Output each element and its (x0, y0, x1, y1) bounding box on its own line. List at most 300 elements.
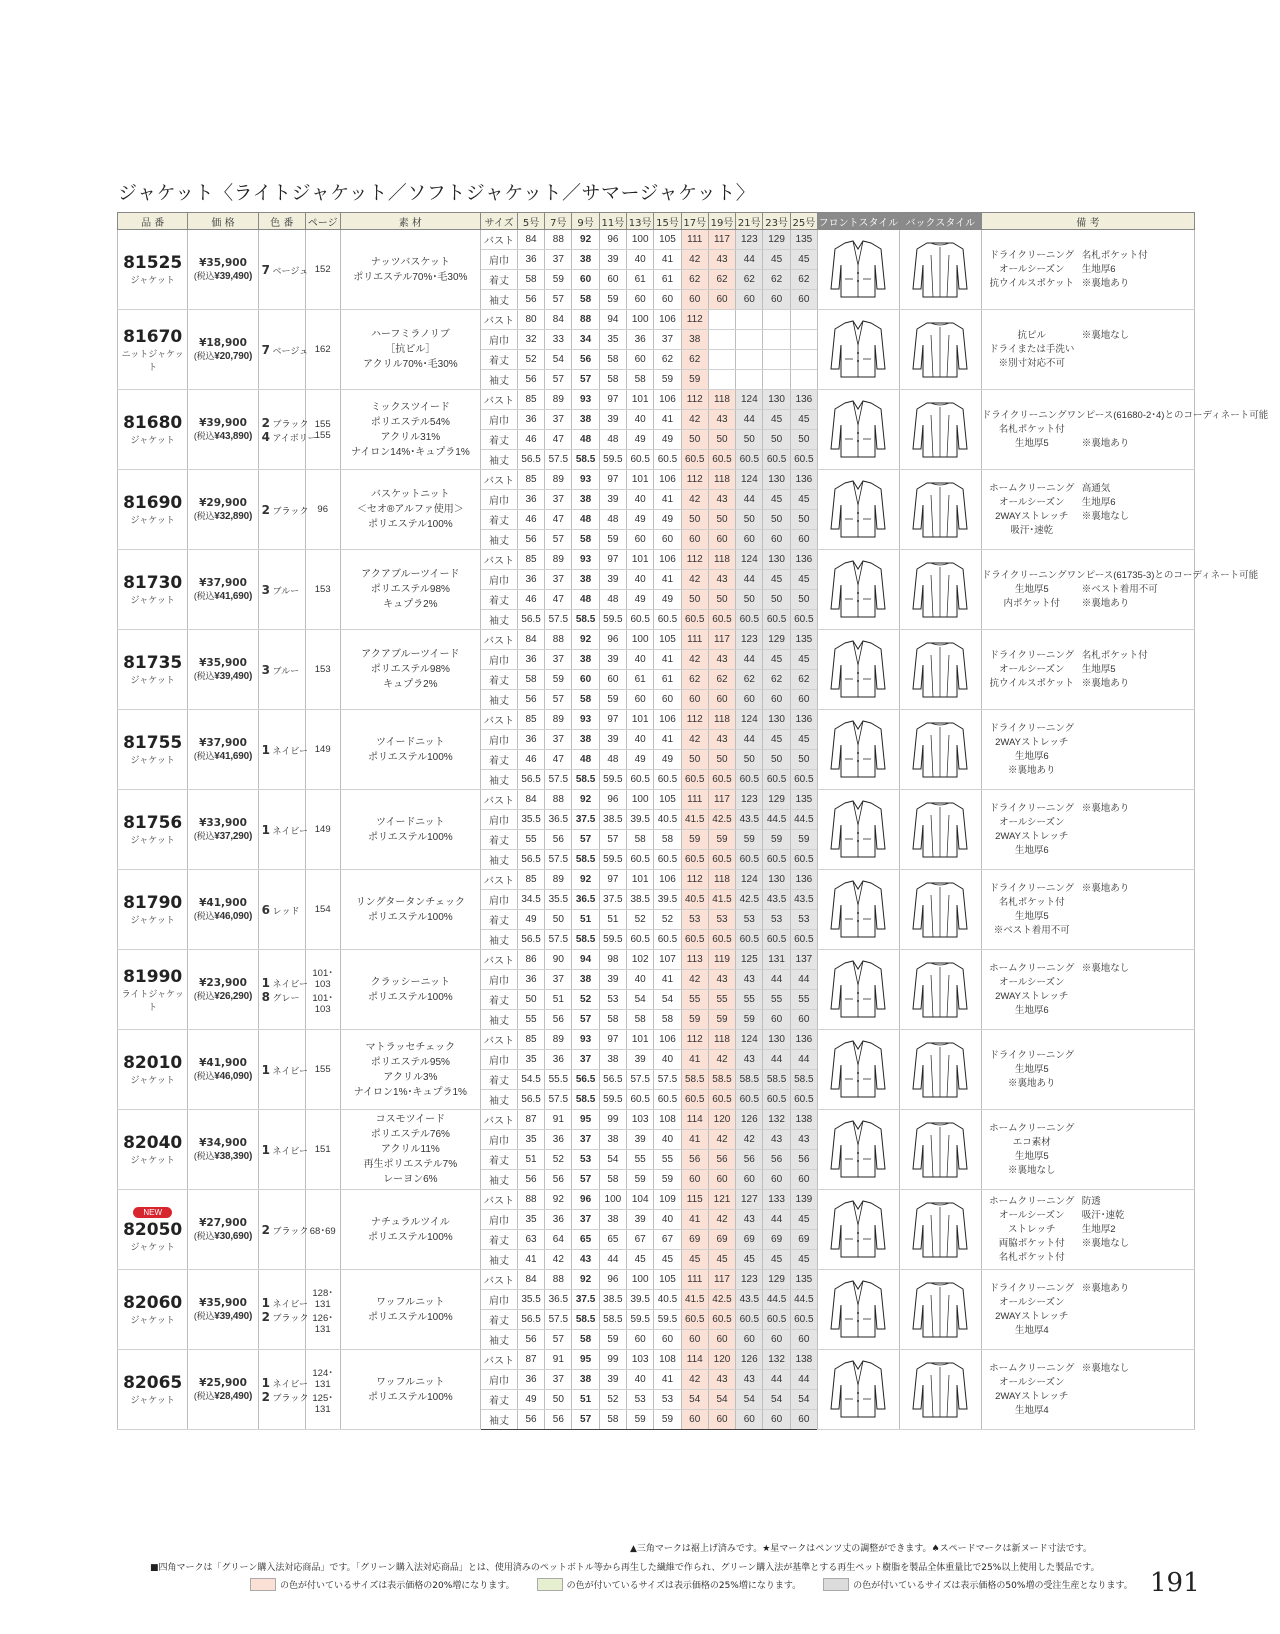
color-number: 2 (261, 415, 271, 430)
size-value: 59 (599, 530, 626, 550)
code-cell (118, 1190, 188, 1270)
size-value: 100 (627, 310, 654, 330)
size-value: 58.5 (572, 1090, 599, 1110)
page-ref: 128･131 (312, 1287, 333, 1310)
product-code: 81756 (123, 813, 183, 833)
size-value: 85 (517, 870, 544, 890)
size-value: 43 (708, 570, 735, 590)
size-value: 50 (736, 510, 763, 530)
note-left: ホームクリーニング (989, 962, 1075, 974)
size-value: 60.5 (790, 1310, 817, 1330)
jacket-front-icon (823, 1115, 893, 1185)
size-value: 59 (708, 1010, 735, 1030)
size-value: 130 (763, 390, 790, 410)
size-value: 60 (708, 530, 735, 550)
size-value: 111 (681, 230, 708, 250)
front-style-cell (818, 630, 900, 710)
jacket-back-icon (905, 875, 975, 945)
size-value: 113 (681, 950, 708, 970)
product-code: 82040 (123, 1133, 183, 1153)
material-line: ポリエステル76% (370, 1129, 450, 1140)
size-value: 44 (763, 1210, 790, 1230)
size-value: 88 (545, 230, 572, 250)
dimension-label: 着丈 (481, 1230, 518, 1250)
size-value: 50 (736, 590, 763, 610)
size-value: 48 (599, 590, 626, 610)
header-size: サイズ (481, 213, 518, 230)
material-cell (340, 310, 481, 390)
tax-label: (税込 (193, 1071, 215, 1081)
size-value: 130 (763, 710, 790, 730)
color-number: 4 (261, 429, 271, 444)
note-line (982, 482, 1194, 496)
size-value: 32 (517, 330, 544, 350)
footer-note-green: ■四角マークは「グリーン購入法対応商品」です。「グリーン購入法対応商品」とは、使用済みのペットボトル等から再生した繊維で作られ、グリーン購入法が基準とする再生ペット樹脂を製品全体重量比で25%以上使用した製品です。 (150, 1563, 1100, 1573)
size-row (118, 870, 1195, 890)
back-style-cell (899, 550, 981, 630)
size-value: 58.5 (599, 1310, 626, 1330)
material-line: ツイードニット (375, 736, 445, 748)
jacket-back-icon (905, 1355, 975, 1425)
dimension-label: 肩巾 (481, 410, 518, 430)
note-left: ドライまたは手洗い (989, 343, 1075, 355)
jacket-front-icon (823, 1355, 893, 1425)
size-value: 46 (517, 590, 544, 610)
dimension-label: 着丈 (481, 350, 518, 370)
footer-note-marks: ▲三角マークは裾上げ済みです。★星マークはペンツ丈の調整ができます。♠スペードマークは新ヌード寸法です。 (630, 1544, 1092, 1554)
size-value: 39.5 (627, 810, 654, 830)
size-value: 60 (627, 530, 654, 550)
product-code: 81735 (123, 653, 183, 673)
note-left: 抗ウイルスポケット (989, 677, 1074, 689)
size-value: 60.5 (736, 770, 763, 790)
tax-amount: ¥46,090) (214, 911, 253, 922)
note-line (982, 802, 1194, 816)
material-line: ワッフルニット (375, 1296, 445, 1308)
size-value: 42 (545, 1250, 572, 1270)
size-row (118, 310, 1195, 330)
notes-cell (981, 1270, 1194, 1350)
size-value: 57.5 (627, 1070, 654, 1090)
size-value: 56 (517, 530, 544, 550)
legend-green-text: の色が付いているサイズは表示価格の25%増になります。 (566, 1581, 802, 1591)
page-cell (305, 1030, 340, 1110)
product-group (118, 1190, 1195, 1270)
product-code: 81755 (123, 733, 183, 753)
size-value: 101 (627, 870, 654, 890)
size-value: 125 (736, 950, 763, 970)
product-code: 82050 (123, 1219, 183, 1240)
size-value: 38 (599, 1130, 626, 1150)
note-line (982, 1195, 1194, 1209)
size-value: 45 (681, 1250, 708, 1270)
material-cell (340, 1270, 481, 1350)
size-value: 60 (681, 1170, 708, 1190)
size-value: 44 (599, 1250, 626, 1270)
size-value: 60 (763, 1170, 790, 1190)
size-value: 40.5 (681, 890, 708, 910)
size-value: 53 (681, 910, 708, 930)
jacket-back-icon (905, 635, 975, 705)
size-value (790, 310, 817, 330)
tax-price (188, 749, 257, 762)
size-value: 99 (599, 1110, 626, 1130)
size-value: 94 (599, 310, 626, 330)
tax-label: (税込 (193, 351, 215, 361)
size-value: 58.5 (572, 850, 599, 870)
note-line (982, 1282, 1194, 1296)
size-value: 126 (736, 1110, 763, 1130)
size-value: 56 (681, 1150, 708, 1170)
code-cell (118, 1270, 188, 1350)
note-line (982, 1390, 1194, 1404)
size-value: 98 (599, 950, 626, 970)
size-value: 50 (708, 590, 735, 610)
material-line: ポリエステル100% (368, 1391, 453, 1403)
size-value: 60 (681, 1330, 708, 1350)
color-option (259, 663, 305, 677)
dimension-label: 着丈 (481, 1390, 518, 1410)
note-left: ホームクリーニング (989, 1122, 1075, 1134)
size-value: 136 (790, 1030, 817, 1050)
size-value: 84 (517, 230, 544, 250)
size-value: 36.5 (545, 1290, 572, 1310)
size-value: 39.5 (654, 890, 681, 910)
note-left: 内ポケット付 (1003, 597, 1061, 609)
size-value: 136 (790, 470, 817, 490)
size-value: 39 (599, 570, 626, 590)
size-value: 35.5 (545, 890, 572, 910)
page-ref: 155 (314, 1064, 331, 1075)
dimension-label: バスト (481, 470, 518, 490)
size-value: 36 (517, 970, 544, 990)
size-value: 58 (572, 530, 599, 550)
size-value: 121 (708, 1190, 735, 1210)
size-value: 96 (572, 1190, 599, 1210)
size-value: 46 (517, 430, 544, 450)
dimension-label: 着丈 (481, 270, 518, 290)
tax-amount: ¥32,890) (214, 511, 253, 522)
size-value: 106 (654, 390, 681, 410)
color-option (259, 583, 305, 597)
material-line: アクリル70%･毛30% (362, 359, 458, 370)
page-cell (305, 550, 340, 630)
size-value: 89 (545, 390, 572, 410)
size-value: 84 (517, 790, 544, 810)
size-value: 37 (545, 730, 572, 750)
size-value: 43 (736, 1370, 763, 1390)
size-value: 60.5 (627, 770, 654, 790)
size-value: 42 (681, 250, 708, 270)
product-code: 82065 (123, 1373, 183, 1393)
size-value: 123 (736, 790, 763, 810)
jacket-back-icon (905, 235, 975, 305)
color-name: ネイビー (272, 1145, 308, 1156)
size-value: 45 (763, 1250, 790, 1270)
size-value: 105 (654, 790, 681, 810)
size-value: 86 (517, 950, 544, 970)
size-value: 60 (790, 1410, 817, 1430)
size-value: 49 (654, 430, 681, 450)
page-cell (305, 310, 340, 390)
material-line: ポリエステル95% (370, 1056, 450, 1068)
size-value: 50 (708, 750, 735, 770)
header-material: 素 材 (340, 213, 481, 230)
notes-cell (981, 1030, 1194, 1110)
size-value: 60.5 (654, 610, 681, 630)
page-ref: 126･131 (312, 1312, 333, 1335)
product-category: ジャケット (130, 435, 175, 445)
size-value: 50 (708, 510, 735, 530)
front-style-cell (818, 950, 900, 1030)
size-value: 41 (654, 490, 681, 510)
size-value: 33 (545, 330, 572, 350)
jacket-front-icon (823, 635, 893, 705)
size-value: 97 (599, 1030, 626, 1050)
tax-amount: ¥39,490) (214, 1311, 253, 1322)
note-line (982, 1223, 1194, 1237)
note-left: オールシーズン (998, 1376, 1065, 1388)
size-value: 42.5 (708, 1290, 735, 1310)
size-value: 43 (708, 650, 735, 670)
size-value: 59.5 (599, 450, 626, 470)
price-cell (188, 1110, 258, 1190)
tax-amount: ¥20,790) (214, 351, 253, 362)
tax-label: (税込 (193, 431, 215, 441)
size-value: 62 (681, 670, 708, 690)
size-value: 118 (708, 550, 735, 570)
size-value: 52 (517, 350, 544, 370)
color-number: 7 (261, 342, 271, 357)
dimension-label: 肩巾 (481, 1210, 518, 1230)
jacket-front-icon (823, 395, 893, 465)
size-value: 96 (599, 790, 626, 810)
product-category: ジャケット (130, 1155, 175, 1165)
material-cell (340, 1350, 481, 1430)
tax-amount: ¥41,690) (214, 591, 253, 602)
price: ¥25,900 (199, 1377, 247, 1389)
size-value: 118 (708, 710, 735, 730)
dimension-label: 袖丈 (481, 770, 518, 790)
product-category: ジャケット (130, 915, 175, 925)
back-style-cell (899, 1270, 981, 1350)
size-value: 62 (681, 270, 708, 290)
size-value: 97 (599, 550, 626, 570)
size-value: 130 (763, 470, 790, 490)
note-line (982, 583, 1194, 597)
color-name: ブラック (272, 1312, 309, 1323)
size-value: 38 (599, 1210, 626, 1230)
size-value: 85 (517, 710, 544, 730)
size-value: 44 (736, 650, 763, 670)
page-cell (305, 710, 340, 790)
size-value: 57 (545, 370, 572, 390)
product-category: ジャケット (130, 1395, 175, 1405)
size-value: 43.5 (790, 890, 817, 910)
header-size-9: 9号 (572, 213, 599, 230)
size-value: 65 (599, 1230, 626, 1250)
note-left: 生地厚5 (1014, 583, 1049, 595)
code-cell (118, 870, 188, 950)
size-value: 45 (736, 1250, 763, 1270)
note-left: ※裏地なし (1007, 1164, 1056, 1176)
size-value: 57.5 (545, 770, 572, 790)
size-value: 58.5 (681, 1070, 708, 1090)
size-value: 37 (654, 330, 681, 350)
jacket-back-icon (905, 715, 975, 785)
size-value: 38 (599, 1050, 626, 1070)
product-group (118, 1030, 1195, 1110)
size-value: 58 (627, 830, 654, 850)
size-value: 52 (654, 910, 681, 930)
color-option (259, 1222, 309, 1237)
size-value: 44 (790, 1050, 817, 1070)
dimension-label: 肩巾 (481, 650, 518, 670)
size-value: 58 (599, 350, 626, 370)
size-value: 56 (545, 830, 572, 850)
page-ref: 149 (314, 824, 331, 835)
size-value: 136 (790, 870, 817, 890)
note-line (982, 524, 1194, 538)
dimension-label: バスト (481, 870, 518, 890)
material-line: ポリエステル100% (368, 1311, 453, 1323)
product-group (118, 390, 1269, 470)
size-value: 59 (763, 830, 790, 850)
size-value: 53 (736, 910, 763, 930)
size-value: 51 (572, 910, 599, 930)
size-value: 57 (545, 690, 572, 710)
size-value: 36 (517, 730, 544, 750)
size-value: 60 (736, 690, 763, 710)
size-value: 58 (654, 830, 681, 850)
size-value: 49 (654, 750, 681, 770)
size-value: 112 (681, 710, 708, 730)
price-cell (188, 230, 258, 310)
price-cell (188, 310, 258, 390)
color-name: ネイビー (272, 1378, 308, 1389)
size-value: 37 (572, 1130, 599, 1150)
size-value: 101 (627, 710, 654, 730)
size-value: 60.5 (790, 770, 817, 790)
product-category: ジャケット (130, 755, 175, 765)
size-value: 50 (736, 430, 763, 450)
size-value: 60 (790, 1170, 817, 1190)
size-row (118, 470, 1195, 490)
size-value: 106 (654, 470, 681, 490)
size-value: 45 (790, 490, 817, 510)
size-value: 59 (736, 830, 763, 850)
note-right: 吸汗･速乾 (1081, 1209, 1125, 1221)
jacket-front-icon (823, 955, 893, 1025)
notes-cell (981, 710, 1194, 790)
tax-price (188, 429, 257, 442)
notes-cell (981, 470, 1194, 550)
size-value: 53 (790, 910, 817, 930)
color-cell (258, 870, 305, 950)
size-value: 54 (790, 1390, 817, 1410)
header-size-23: 23号 (763, 213, 790, 230)
size-value: 115 (681, 1190, 708, 1210)
size-value: 100 (627, 230, 654, 250)
size-value: 35 (517, 1210, 544, 1230)
dimension-label: バスト (481, 710, 518, 730)
size-value: 59 (599, 290, 626, 310)
size-value: 40.5 (654, 810, 681, 830)
size-value: 53 (572, 1150, 599, 1170)
dimension-label: 着丈 (481, 430, 518, 450)
size-value: 60 (627, 690, 654, 710)
tax-amount: ¥26,290) (214, 991, 253, 1002)
page-ref: 124･131 (312, 1367, 333, 1390)
product-code: 81525 (123, 253, 183, 273)
size-row (118, 550, 1195, 570)
size-value: 95 (572, 1350, 599, 1370)
size-value: 60 (736, 530, 763, 550)
price: ¥29,900 (199, 497, 247, 509)
size-value: 139 (790, 1190, 817, 1210)
page-ref: 153 (314, 584, 331, 595)
size-value: 114 (681, 1110, 708, 1130)
price: ¥34,900 (199, 1137, 247, 1149)
size-value: 60.5 (681, 930, 708, 950)
size-value: 38 (572, 730, 599, 750)
dimension-label: 袖丈 (481, 370, 518, 390)
page-cell (305, 1110, 340, 1190)
size-value: 60.5 (763, 1310, 790, 1330)
color-option (259, 1062, 308, 1077)
price: ¥35,900 (199, 657, 247, 669)
note-left: ドライクリーニング (989, 722, 1075, 734)
size-value: 54 (654, 990, 681, 1010)
size-value: 49 (517, 910, 544, 930)
size-value: 56.5 (572, 1070, 599, 1090)
size-value: 58.5 (572, 770, 599, 790)
size-value: 44 (736, 730, 763, 750)
color-option (259, 342, 309, 357)
page-cell (305, 1190, 340, 1270)
size-value: 84 (517, 630, 544, 650)
size-value: 57 (572, 1410, 599, 1430)
size-value: 105 (654, 230, 681, 250)
size-value: 43 (736, 970, 763, 990)
color-cell (258, 390, 317, 470)
size-value: 57.5 (545, 1090, 572, 1110)
size-value: 45 (790, 650, 817, 670)
jacket-front-icon (823, 1035, 893, 1105)
size-value: 59.5 (599, 1090, 626, 1110)
size-value: 133 (763, 1190, 790, 1210)
product-group (118, 230, 1195, 310)
material-line: ポリエステル100% (368, 911, 453, 923)
tax-label: (税込 (193, 1391, 215, 1401)
code-cell (118, 1350, 188, 1430)
size-value: 37 (545, 570, 572, 590)
size-value: 58.5 (708, 1070, 735, 1090)
size-value: 131 (763, 950, 790, 970)
legend-grey-text: の色が付いているサイズは表示価格の50%増の受注生産となります。 (853, 1581, 1133, 1591)
size-value: 37.5 (599, 890, 626, 910)
size-row (118, 710, 1195, 730)
size-value: 60.5 (790, 850, 817, 870)
size-value: 103 (627, 1110, 654, 1130)
size-value (763, 330, 790, 350)
size-value: 54 (736, 1390, 763, 1410)
tax-price (188, 1149, 257, 1162)
size-value: 58.5 (790, 1070, 817, 1090)
product-code: 81680 (123, 413, 183, 433)
product-group (118, 870, 1195, 950)
size-value: 36 (545, 1130, 572, 1150)
